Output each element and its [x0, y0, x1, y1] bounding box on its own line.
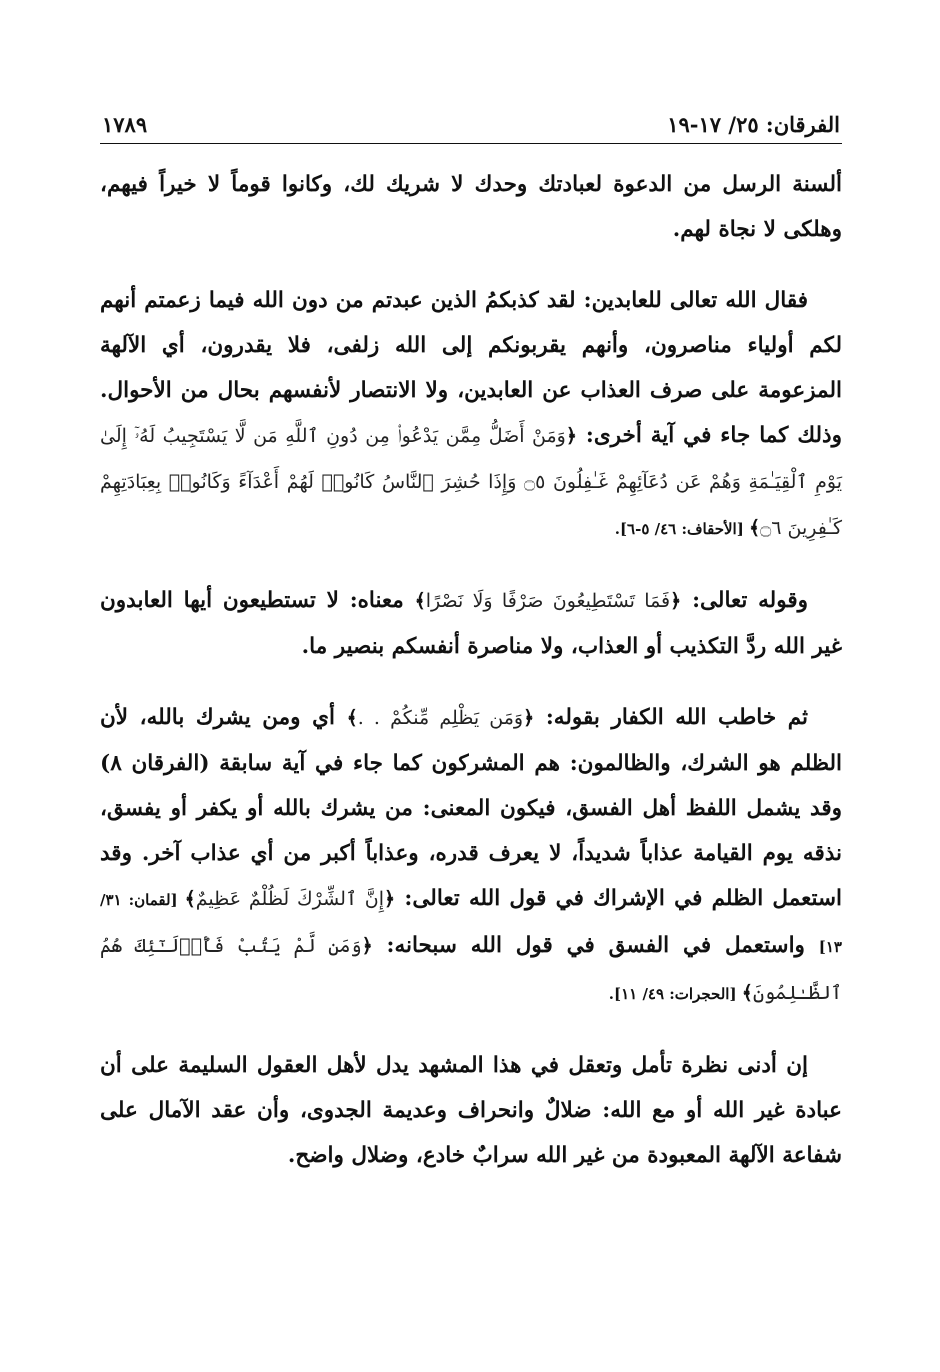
verse-open-bracket: ﴿: [384, 888, 396, 910]
paragraph-text: وقوله تعالى:: [681, 588, 808, 613]
quran-verse: وَمَن لَّمْ يَتُبْ فَأُو۟لَـٰٓئِكَ هُمُ ٱلظَّـٰلِمُونَ: [100, 935, 842, 1004]
quran-verse: إِنَّ ٱلشِّرْكَ لَظُلْمٌ عَظِيمٌ: [195, 888, 385, 910]
header-divider: [100, 143, 842, 144]
document-page: [100, 112, 842, 1204]
paragraph: [100, 1043, 842, 1178]
paragraph: [100, 162, 842, 252]
paragraph-text: ثم خاطب الله الكفار بقوله:: [534, 705, 809, 730]
paragraph-text: أي ومن يشرك بالله، لأن الظلم هو الشرك، والظالمون: هم المشركون كما جاء في آية سابقة (الفرقان ٨) وقد يشمل اللفظ أهل الفسق، فيكون المعنى: من يشرك بالله أو يكفر أو يفسق، نذقه يوم القيامة عذاباً شديداً، لا يعرف قدره، وعذاباً أكبر من أي عذاب آخر. وقد استعمل الظلم في الإشراك في قول الله تعالى:: [100, 705, 842, 911]
verse-reference: [الأحقاف: ٤٦/ ٥-٦].: [614, 520, 750, 538]
page-header: [100, 112, 842, 143]
verse-close-bracket: ﴾: [414, 590, 426, 612]
paragraph: [100, 695, 842, 1017]
verse-close-bracket: ﴾: [741, 982, 753, 1004]
paragraph-text: واستعمل في الفسق في قول الله سبحانه:: [372, 933, 819, 958]
paragraph-text: معناه: لا تستطيعون أيها العابدون غير الله ردَّ التكذيب أو العذاب، ولا مناصرة أنفسكم بنصير ما.: [100, 588, 842, 659]
verse-open-bracket: ﴿: [565, 425, 577, 447]
page-number: ١٧٨٩: [102, 112, 148, 137]
body-text: [100, 162, 842, 1178]
verse-open-bracket: ﴿: [670, 590, 682, 612]
paragraph: [100, 578, 842, 669]
paragraph-text: فقال الله تعالى للعابدين: لقد كذبكمُ الذين عبدتم من دون الله فيما زعمتم أنهم لكم أولياء مناصرون، وأنهم يقربونكم إلى الله زلفى، فلا يقدرون، أي الآلهة المزعومة على صرف العذاب عن العابدين، ولا الانتصار لأنفسهم بحال من الأحوال. وذلك كما جاء في آية أخرى:: [100, 288, 842, 448]
verse-reference: [الحجرات: ٤٩/ ١١].: [608, 985, 742, 1003]
paragraph-text: ألسنة الرسل من الدعوة لعبادتك وحدك لا شريك لك، وكانوا قوماً لا خيراً فيهم، وهلكى لا نجاة لهم.: [100, 172, 842, 242]
running-header-title: الفرقان: ٢٥/ ١٧-١٩: [667, 112, 840, 137]
quran-verse: وَمَنْ أَضَلُّ مِمَّن يَدْعُوا۟ مِن دُونِ ٱللَّهِ مَن لَّا يَسْتَجِيبُ لَهُۥٓ إِلَىٰ يَوْمِ ٱلْقِيَـٰمَةِ وَهُمْ عَن دُعَآئِهِمْ غَـٰفِلُونَ ۝٥ وَإِذَا حُشِرَ ٱلنَّاسُ كَانُوا۟ لَهُمْ أَعْدَآءً وَكَانُوا۟ بِعِبَادَتِهِمْ كَـٰفِرِينَ ۝٦: [100, 425, 842, 539]
verse-reference: [لقمان: ٣١/ ١٣]: [100, 891, 842, 956]
verse-open-bracket: ﴿: [523, 707, 535, 729]
quran-verse: وَمَن يَظْلِم مِّنكُمْ . .: [357, 707, 524, 729]
verse-close-bracket: ﴾: [346, 707, 358, 729]
verse-close-bracket: ﴾: [749, 517, 761, 539]
quran-verse: فَمَا تَسْتَطِيعُونَ صَرْفًا وَلَا نَصْرًا: [425, 590, 671, 612]
paragraph: [100, 278, 842, 552]
paragraph-text: إن أدنى نظرة تأمل وتعقل في هذا المشهد يدل لأهل العقول السليمة على أن عبادة غير الله أو مع الله: ضلالٌ وانحراف وعديمة الجدوى، وأن عقد الآمال على شفاعة الآلهة المعبودة من غير الله سرابٌ خادع، وضلال واضح.: [100, 1053, 842, 1168]
verse-open-bracket: ﴿: [361, 935, 373, 957]
verse-close-bracket: ﴾: [184, 888, 196, 910]
